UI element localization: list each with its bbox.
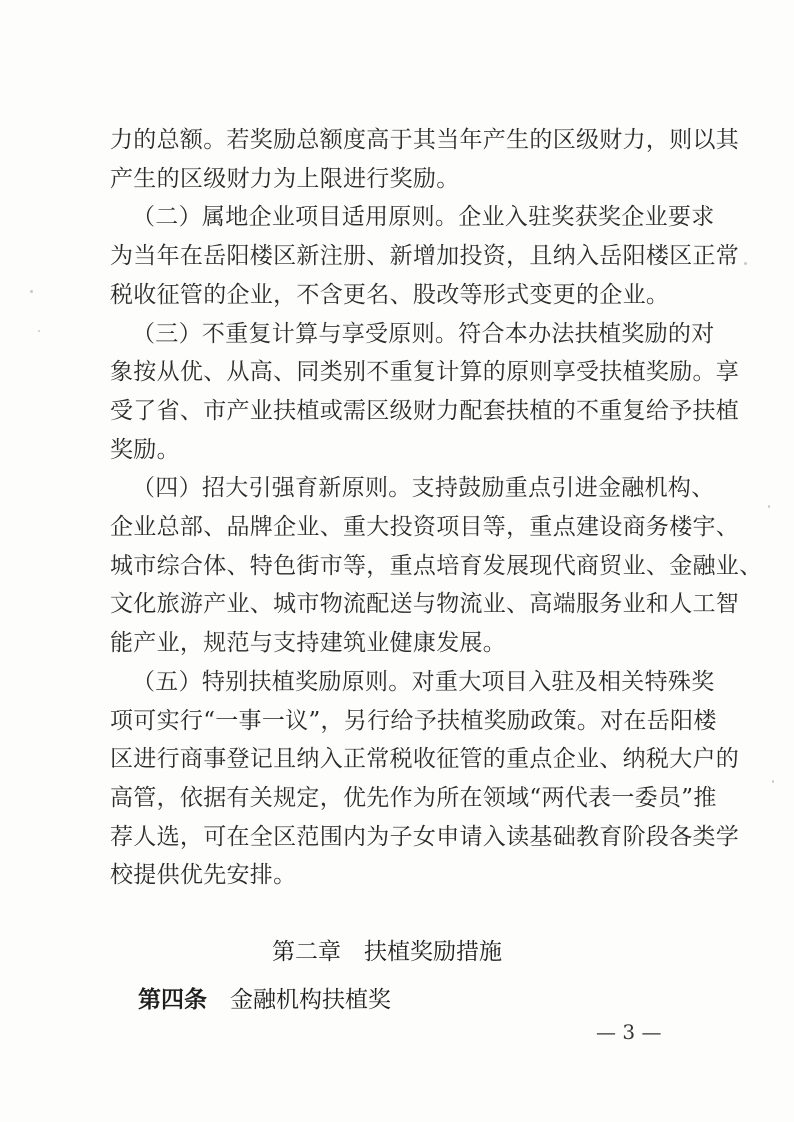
article-heading [138,986,391,1014]
article-label: 第四条 [138,987,207,1013]
text-line: 力的总额。若奖励总额度高于其当年产生的区级财力，则以其 [110,127,740,153]
text-line: 能产业，规范与支持建筑业健康发展。 [110,630,507,656]
text-line: 项可实行“一事一议”，另行给予扶植奖励政策。对在岳阳楼 [110,708,717,734]
text-line: 象按从优、从高、同类别不重复计算的原则享受扶植奖励。享 [110,359,740,385]
text-line: 校提供优先安排。 [110,862,297,888]
text-line: 为当年在岳阳楼区新注册、新增加投资，且纳入岳阳楼区正常 [110,243,740,269]
chapter-heading: 第二章 扶植奖励措施 [272,939,502,965]
text-line: 文化旅游产业、城市物流配送与物流业、高端服务业和人工智 [110,591,740,617]
text-line: 城市综合体、特色街市等，重点培育发展现代商贸业、金融业、 [110,553,763,579]
text-line: （三）不重复计算与享受原则。符合本办法扶植奖励的对 [132,321,715,347]
text-line: 税收征管的企业，不含更名、股改等形式变更的企业。 [110,282,670,308]
text-line: 奖励。 [110,437,180,463]
text-line: 荐人选，可在全区范围内为子女申请入读基础教育阶段各类学 [110,824,740,850]
text-line: 企业总部、品牌企业、重大投资项目等，重点建设商务楼宇、 [110,514,740,540]
text-line: （四）招大引强育新原则。支持鼓励重点引进金融机构、 [132,475,715,501]
article-title: 金融机构扶植奖 [230,987,391,1013]
text-line: 产生的区级财力为上限进行奖励。 [110,166,460,192]
text-line: （二）属地企业项目适用原则。企业入驻奖获奖企业要求 [132,204,715,230]
page-number: — 3 — [596,1020,662,1044]
text-line: 受了省、市产业扶植或需区级财力配套扶植的不重复给予扶植 [110,398,740,424]
text-line: 高管，依据有关规定，优先作为所在领域“两代表一委员”推 [110,785,717,811]
article-spacer [207,987,230,1013]
text-line: （五）特别扶植奖励原则。对重大项目入驻及相关特殊奖 [132,669,715,695]
text-line: 区进行商事登记且纳入正常税收征管的重点企业、纳税大户的 [110,746,740,772]
